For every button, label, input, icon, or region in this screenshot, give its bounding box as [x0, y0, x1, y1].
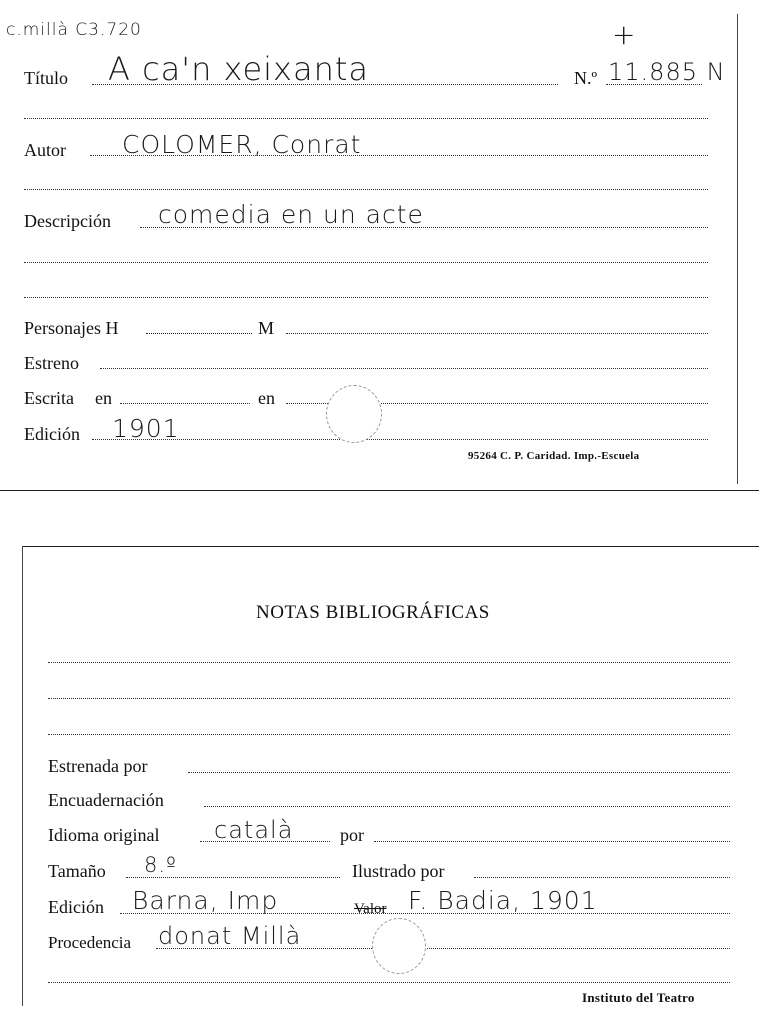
- notas-heading: NOTAS BIBLIOGRÁFICAS: [256, 602, 490, 623]
- escrita-en2-label: en: [258, 388, 275, 408]
- estrenada-label: Estrenada por: [48, 756, 148, 776]
- personajes-m-label: M: [258, 318, 275, 338]
- notas-line-2: [48, 698, 730, 699]
- por-label: por: [340, 825, 364, 845]
- card2-top-edge: [22, 546, 759, 547]
- edicion2-label: Edición: [48, 897, 104, 917]
- estreno-line: [100, 368, 708, 369]
- titulo-extra-line: [24, 118, 708, 119]
- edicion-label: Edición: [24, 424, 80, 444]
- edicion2-value-b: F. Badia, 1901: [408, 886, 598, 915]
- descripcion-extra-line-1: [24, 262, 708, 263]
- notas-line-3: [48, 734, 730, 735]
- tamano-value: 8.º: [144, 853, 177, 877]
- escrita-label: Escrita: [24, 388, 74, 408]
- printer-imprint: 95264 C. P. Caridad. Imp.-Escuela: [468, 450, 640, 462]
- titulo-label: Título: [24, 68, 68, 88]
- archive-note: c.millà C3.720: [6, 20, 142, 40]
- card1-bottom-edge: [0, 490, 759, 491]
- ilustrado-label: Ilustrado por: [352, 861, 445, 881]
- edicion-line: [92, 439, 708, 440]
- personajes-label: Personajes H: [24, 318, 119, 338]
- personajes-m-line: [286, 333, 708, 334]
- autor-label: Autor: [24, 140, 66, 160]
- descripcion-extra-line-2: [24, 297, 708, 298]
- procedencia-label: Procedencia: [48, 933, 132, 952]
- notas-line-1: [48, 662, 730, 663]
- personajes-h-line: [146, 333, 252, 334]
- punch-hole-2: [372, 918, 426, 974]
- numero-label: N.º: [574, 68, 598, 88]
- tamano-label: Tamaño: [48, 861, 106, 881]
- plus-mark: +: [612, 18, 637, 51]
- card2-left-edge: [22, 546, 23, 1006]
- encuadernacion-line: [204, 806, 730, 807]
- escrita-line-1: [120, 403, 250, 404]
- estrenada-line: [188, 772, 730, 773]
- autor-extra-line: [24, 189, 708, 190]
- procedencia-value: donat Millà: [158, 922, 302, 950]
- estreno-label: Estreno: [24, 353, 79, 373]
- titulo-value: A ca'n xeixanta: [108, 50, 370, 88]
- numero-value: 11.885 N: [608, 58, 726, 86]
- punch-hole: [326, 385, 382, 443]
- autor-value: COLOMER, Conrat: [122, 130, 362, 159]
- idioma-label: Idioma original: [48, 825, 160, 845]
- por-line: [374, 841, 730, 842]
- tamano-line: [126, 877, 340, 878]
- edicion2-value-a: Barna, Imp: [132, 886, 279, 915]
- valor-label: Valor: [354, 901, 387, 917]
- idioma-value: català: [214, 816, 294, 844]
- edicion-value: 1901: [112, 414, 180, 443]
- institution-footer: Instituto del Teatro: [582, 990, 695, 1005]
- descripcion-value: comedia en un acte: [158, 200, 424, 229]
- card1-right-edge: [737, 14, 738, 484]
- card2-final-line: [48, 982, 730, 983]
- descripcion-label: Descripción: [24, 211, 111, 231]
- escrita-en-label: en: [95, 388, 112, 408]
- encuadernacion-label: Encuadernación: [48, 790, 164, 810]
- ilustrado-line: [474, 877, 730, 878]
